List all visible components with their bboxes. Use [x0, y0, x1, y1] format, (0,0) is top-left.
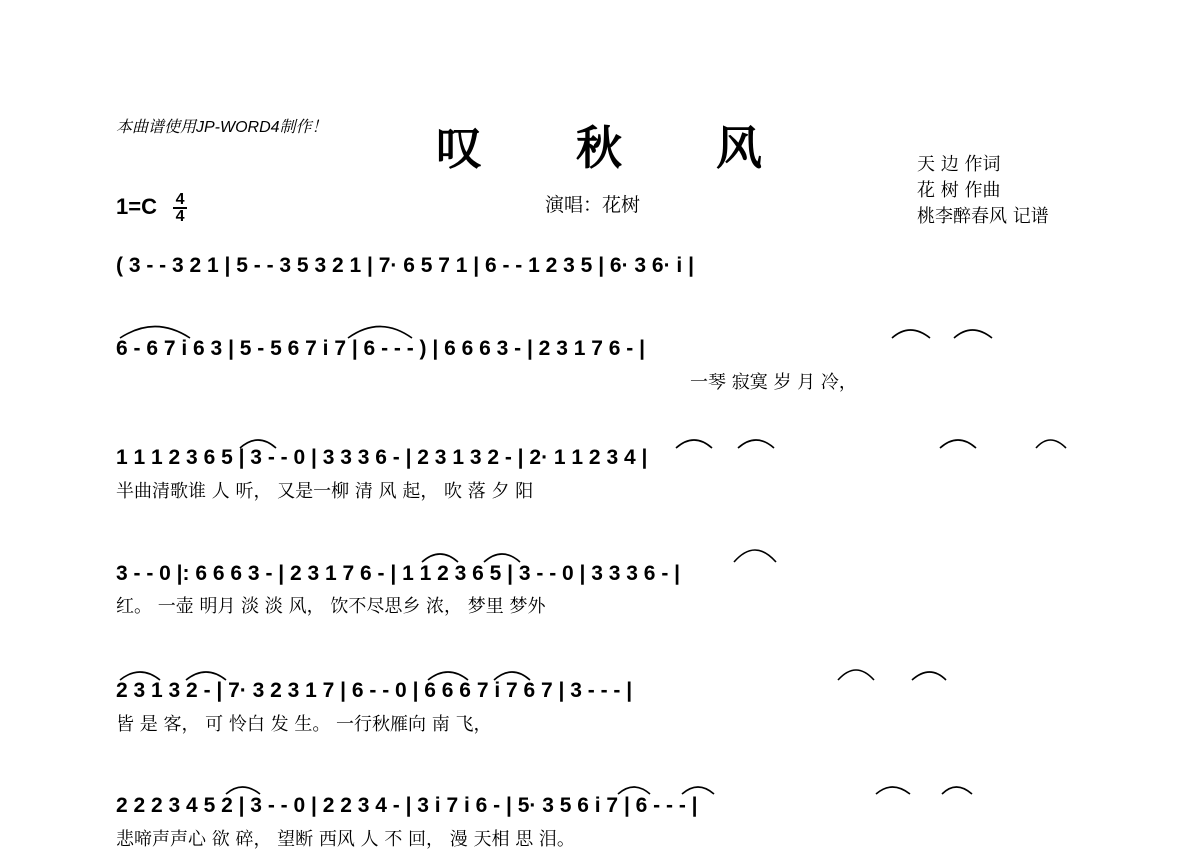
- system-2-notes: 6 - 6 7 i 6 3 | 5 - 5 6 7 i 7 | 6 - - - ) | 6 6 6 3 - | 2 3 1 7 6 - |: [116, 337, 645, 360]
- slur: [954, 330, 992, 338]
- slur: [876, 787, 910, 794]
- slur: [738, 440, 774, 448]
- system-4: [116, 562, 680, 617]
- slur: [484, 554, 520, 562]
- slur: [422, 554, 458, 562]
- slur: [940, 440, 976, 448]
- software-credit: 本曲谱使用JP-WORD4制作！: [116, 119, 328, 136]
- slur: [942, 787, 972, 794]
- slur: [682, 787, 714, 794]
- slur: [618, 787, 650, 794]
- singer-credit: 演唱：花树: [545, 194, 641, 216]
- system-3: [116, 446, 647, 502]
- lyricist-credit: 天 边 作词: [917, 154, 1001, 175]
- system-6: [116, 794, 698, 850]
- meter-top: 4: [175, 191, 185, 208]
- system-6-lyrics: 悲啼声声心 欲 碎， 望断 西风 人 不 回， 漫 天相 思 泪。: [116, 829, 575, 850]
- composer-credit: 花 树 作曲: [917, 180, 1001, 201]
- system-5-lyrics: 皆 是 客， 可 怜白 发 生。 一行秋雁向 南 飞，: [116, 714, 492, 735]
- system-6-notes: 2 2 2 3 4 5 2 | 3 - - 0 | 2 2 3 4 - | 3 i 7 i 6 - | 5· 3 5 6 i 7 | 6 - - - |: [116, 794, 698, 817]
- system-5-notes: 2 3 1 3 2 - | 7· 3 2 3 1 7 | 6 - - 0 | 6 6 6 7 i 7 6 7 | 3 - - - |: [116, 679, 633, 702]
- slur: [892, 330, 930, 338]
- system-2-lyrics: 一琴 寂寞 岁 月 冷，: [690, 372, 857, 393]
- meter-bottom: 4: [175, 208, 185, 225]
- slur: [912, 672, 946, 680]
- key-label: 1=C: [116, 193, 157, 219]
- slur: [838, 670, 874, 680]
- system-4-lyrics: 红。 一壶 明月 淡 淡 风， 饮不尽思乡 浓， 梦里 梦外: [116, 596, 546, 617]
- system-1: [116, 254, 694, 277]
- system-3-notes: 1 1 1 2 3 6 5 | 3 - - 0 | 3 3 3 6 - | 2 3 1 3 2 - | 2· 1 1 2 3 4 |: [116, 446, 648, 469]
- title-char-1: 叹: [436, 121, 482, 175]
- title-char-3: 风: [716, 121, 762, 175]
- transcriber-credit: 桃李醉春风 记谱: [917, 206, 1049, 227]
- system-4-notes: 3 - - 0 |: 6 6 6 3 - | 2 3 1 7 6 - | 1 1 2 3 6 5 | 3 - - 0 | 3 3 3 6 - |: [116, 562, 681, 585]
- system-2: [116, 337, 857, 393]
- slur: [734, 550, 776, 562]
- system-5: [116, 679, 632, 735]
- system-1-notes: ( 3 - - 3 2 1 | 5 - - 3 5 3 2 1 | 7· 6 5 7 1 | 6 - - 1 2 3 5 | 6· 3 6· i |: [116, 254, 694, 277]
- system-3-lyrics: 半曲清歌谁 人 听， 又是一柳 清 风 起， 吹 落 夕 阳: [116, 481, 534, 502]
- title-char-2: 秋: [576, 121, 622, 175]
- slur: [676, 440, 712, 448]
- slur: [226, 787, 260, 794]
- slur: [1036, 440, 1066, 448]
